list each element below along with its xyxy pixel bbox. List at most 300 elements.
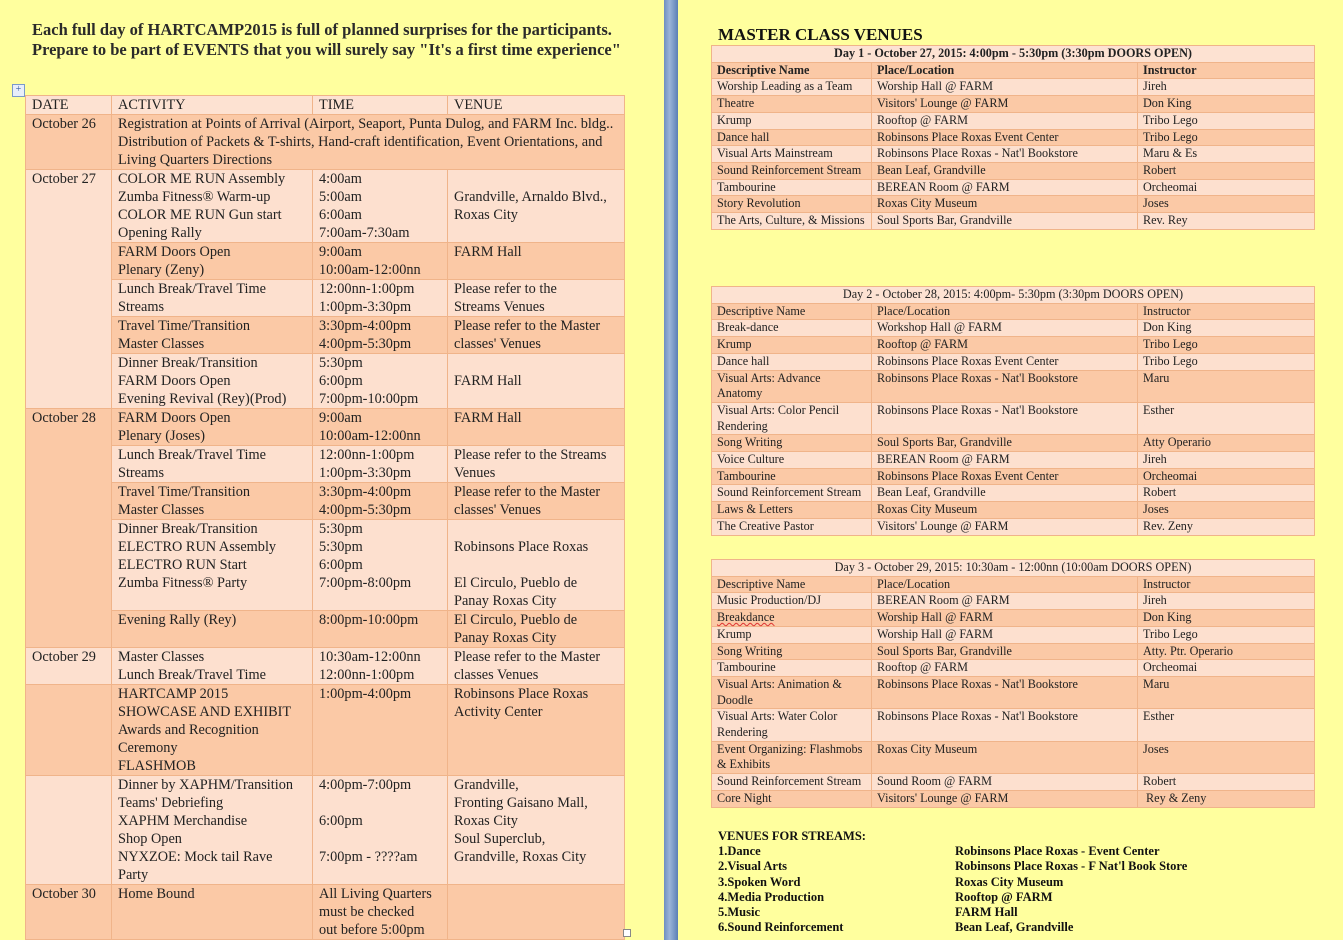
instructor-cell: Tribo Lego (1138, 112, 1315, 129)
date-cell (26, 685, 112, 776)
table-row (712, 626, 1315, 643)
venue-cell (448, 685, 625, 776)
text-line: El Circulo, Pueblo de (454, 575, 578, 591)
text-line: Shop Open (118, 831, 182, 847)
location-cell: BEREAN Room @ FARM (872, 593, 1138, 610)
instructor-cell: Joses (1138, 502, 1315, 519)
location-cell: Workshop Hall @ FARM (872, 320, 1138, 337)
table-row (26, 446, 625, 483)
text-line: El Circulo, Pueblo de (454, 612, 578, 628)
stream-venue: Robinsons Place Roxas - F Nat'l Book Store (955, 859, 1188, 874)
streams-title: VENUES FOR STREAMS: (718, 829, 866, 843)
text-line: Please refer to the (454, 281, 557, 297)
text-line: 5:30pm (319, 521, 363, 537)
text-line: 8:00pm-10:00pm (319, 612, 419, 628)
descriptive-name-cell: Visual Arts: Color Pencil Rendering (712, 402, 872, 434)
day-heading-row (712, 287, 1315, 304)
text-line: 5:30pm (319, 539, 363, 555)
text-line: Grandville, (454, 777, 519, 793)
venue-cell (448, 885, 625, 940)
text-line: Travel Time/Transition (118, 484, 251, 500)
text-line: ELECTRO RUN Assembly (118, 539, 277, 555)
table-row (712, 79, 1315, 96)
descriptive-name-cell: Sound Reinforcement Stream (712, 774, 872, 791)
instructor-cell: Don King (1138, 610, 1315, 627)
day-heading-row (712, 560, 1315, 577)
instructor-cell: Orcheomai (1138, 468, 1315, 485)
table-row (712, 320, 1315, 337)
column-header-row (712, 303, 1315, 320)
descriptive-name-cell: Event Organizing: Flashmobs & Exhibits (712, 741, 872, 773)
descriptive-name-cell: Theatre (712, 96, 872, 113)
location-cell: Roxas City Museum (872, 502, 1138, 519)
text-line: 6:00am (319, 207, 362, 223)
activity-cell (112, 611, 313, 648)
text-line: COLOR ME RUN Gun start (118, 207, 282, 223)
column-header: Descriptive Name (712, 62, 872, 79)
descriptive-name-cell: The Creative Pastor (712, 518, 872, 535)
table-row (26, 115, 625, 170)
time-line: All Living Quarters (319, 886, 432, 902)
location-cell: Bean Leaf, Grandville (872, 485, 1138, 502)
day-heading-row (712, 46, 1315, 63)
instructor-cell: Maru (1138, 676, 1315, 708)
text-line: Fronting Gaisano Mall, (454, 795, 588, 811)
venue-cell (448, 446, 625, 483)
text-line: FARM Doors Open (118, 244, 231, 260)
header-venue: VENUE (448, 96, 625, 115)
text-line: 7:00pm - ????am (319, 849, 418, 865)
master-class-day-table (711, 45, 1315, 230)
table-row (712, 112, 1315, 129)
table-row (712, 213, 1315, 230)
stream-venue: Bean Leaf, Grandville (955, 920, 1074, 935)
table-row (712, 468, 1315, 485)
instructor-cell: Maru (1138, 370, 1315, 402)
text-line (454, 170, 618, 188)
descriptive-name-cell: Krump (712, 112, 872, 129)
time-cell (313, 170, 448, 243)
descriptive-name-cell: Sound Reinforcement Stream (712, 162, 872, 179)
column-header: Descriptive Name (712, 576, 872, 593)
descriptive-name-cell: Song Writing (712, 435, 872, 452)
table-row (712, 643, 1315, 660)
instructor-cell: Atty Operario (1138, 435, 1315, 452)
table-row (26, 243, 625, 280)
table-row (712, 660, 1315, 677)
instructor-cell: Esther (1138, 709, 1315, 741)
descriptive-name-cell: Song Writing (712, 643, 872, 660)
instructor-cell: Don King (1138, 320, 1315, 337)
text-line: Party (118, 867, 149, 883)
location-cell: Robinsons Place Roxas Event Center (872, 129, 1138, 146)
instructor-cell: Rey & Zeny (1138, 790, 1315, 807)
table-row (712, 435, 1315, 452)
text-line: 12:00nn-1:00pm (319, 667, 415, 683)
table-row (712, 593, 1315, 610)
stream-item (718, 844, 1187, 859)
text-line: 9:00am (319, 244, 362, 260)
schedule-table (25, 95, 625, 940)
descriptive-name-cell: Tambourine (712, 468, 872, 485)
instructor-cell: Tribo Lego (1138, 626, 1315, 643)
text-line: 5:00am (319, 189, 362, 205)
time-cell (313, 280, 448, 317)
descriptive-name-cell: Break-dance (712, 320, 872, 337)
descriptive-name-cell: Story Revolution (712, 196, 872, 213)
text-line: Panay Roxas City (454, 630, 557, 646)
activity-cell (112, 280, 313, 317)
text-line: Please refer to the Master (454, 649, 601, 665)
time-cell (313, 483, 448, 520)
activity-cell (112, 409, 313, 446)
time-line: out before 5:00pm (319, 922, 425, 938)
text-line: Dinner by XAPHM/Transition (118, 777, 294, 793)
descriptive-name-cell: Dance hall (712, 129, 872, 146)
text-line: Streams (118, 299, 165, 315)
text-line: 1:00pm-3:30pm (319, 465, 412, 481)
instructor-cell: Orcheomai (1138, 660, 1315, 677)
text-line: classes' Venues (454, 336, 541, 352)
table-row (712, 129, 1315, 146)
column-header: Place/Location (872, 576, 1138, 593)
text-line: XAPHM Merchandise (118, 813, 248, 829)
text-line: SHOWCASE AND EXHIBIT (118, 704, 292, 720)
text-line: Travel Time/Transition (118, 318, 251, 334)
page-divider (664, 0, 678, 940)
location-cell: Robinsons Place Roxas - Nat'l Bookstore (872, 402, 1138, 434)
text-line: Lunch Break/Travel Time (118, 447, 266, 463)
text-line: Lunch Break/Travel Time (118, 281, 266, 297)
location-cell: Roxas City Museum (872, 196, 1138, 213)
instructor-cell: Rev. Rey (1138, 213, 1315, 230)
text-line: Ceremony (118, 740, 178, 756)
text-line: Dinner Break/Transition (118, 355, 258, 371)
table-row (712, 518, 1315, 535)
descriptive-name-cell: Laws & Letters (712, 502, 872, 519)
text-line: 10:30am-12:00nn (319, 649, 421, 665)
stream-item (718, 890, 1187, 905)
instructor-cell: Jireh (1138, 452, 1315, 469)
table-row (712, 402, 1315, 434)
table-row (26, 648, 625, 685)
text-line: FARM Hall (454, 410, 522, 426)
schedule-header-row (26, 96, 625, 115)
venue-cell (448, 611, 625, 648)
text-line: Panay Roxas City (454, 593, 557, 609)
activity-cell (112, 354, 313, 409)
location-cell: Robinsons Place Roxas Event Center (872, 468, 1138, 485)
instructor-cell: Robert (1138, 774, 1315, 791)
table-row (712, 452, 1315, 469)
activity-cell (112, 648, 313, 685)
text-line: Roxas City (454, 813, 518, 829)
time-cell (313, 409, 448, 446)
time-cell (313, 354, 448, 409)
text-line: Please refer to the Streams (454, 447, 607, 463)
location-cell: Rooftop @ FARM (872, 337, 1138, 354)
instructor-cell: Jireh (1138, 79, 1315, 96)
day-heading: Day 3 - October 29, 2015: 10:30am - 12:00nn (10:00am DOORS OPEN) (712, 560, 1315, 577)
table-row (26, 170, 625, 243)
time-cell (313, 685, 448, 776)
text-line: FARM Hall (454, 373, 522, 389)
location-cell: Worship Hall @ FARM (872, 626, 1138, 643)
descriptive-name-cell: Core Night (712, 790, 872, 807)
instructor-cell: Tribo Lego (1138, 353, 1315, 370)
text-line: 6:00pm (319, 813, 363, 829)
stream-name: 3.Spoken Word (718, 874, 801, 889)
location-cell: Robinsons Place Roxas Event Center (872, 353, 1138, 370)
table-row (26, 317, 625, 354)
text-line: 1:00pm-3:30pm (319, 299, 412, 315)
activity-cell: Home Bound (112, 885, 313, 940)
location-cell: BEREAN Room @ FARM (872, 179, 1138, 196)
location-cell: Worship Hall @ FARM (872, 610, 1138, 627)
text-line: FARM Doors Open (118, 410, 231, 426)
venue-cell (448, 354, 625, 409)
text-line (319, 830, 441, 848)
text-line: Zumba Fitness® Warm-up (118, 189, 271, 205)
table-resize-handle[interactable] (623, 929, 631, 937)
text-line: 5:30pm (319, 355, 363, 371)
text-line: Streams (118, 465, 165, 481)
location-cell: Soul Sports Bar, Grandville (872, 435, 1138, 452)
column-header: Instructor (1138, 303, 1315, 320)
text-line: FLASHMOB (118, 758, 196, 774)
text-line: Lunch Break/Travel Time (118, 667, 266, 683)
text-line: Master Classes (118, 502, 205, 518)
text-line: 6:00pm (319, 557, 363, 573)
activity-cell: Registration at Points of Arrival (Airport, Seaport, Punta Dulog, and FARM Inc. bldg.. Distribution of Packets & T-shirts, Hand-craft identification, Event Orientations, and Living Quarters Directions (112, 115, 625, 170)
venues-for-streams (718, 829, 1187, 935)
table-row (712, 162, 1315, 179)
text-line: classes Venues (454, 667, 539, 683)
text-line: FARM Doors Open (118, 373, 231, 389)
table-row (712, 353, 1315, 370)
text-line: 10:00am-12:00nn (319, 262, 421, 278)
stream-name: 5.Music (718, 905, 761, 920)
text-line: FARM Hall (454, 244, 522, 260)
text-line: 7:00pm-8:00pm (319, 575, 412, 591)
text-line (454, 556, 618, 574)
table-row (26, 776, 625, 885)
descriptive-name-cell: Visual Arts: Water Color Rendering (712, 709, 872, 741)
table-row (712, 676, 1315, 708)
header-date: DATE (26, 96, 112, 115)
column-header: Place/Location (872, 62, 1138, 79)
table-row (712, 337, 1315, 354)
table-row (712, 790, 1315, 807)
location-cell: BEREAN Room @ FARM (872, 452, 1138, 469)
instructor-cell: Tribo Lego (1138, 337, 1315, 354)
table-row (712, 370, 1315, 402)
location-cell: Soul Sports Bar, Grandville (872, 643, 1138, 660)
table-move-handle-icon[interactable]: + (12, 84, 25, 97)
text-line: Grandville, Roxas City (454, 849, 587, 865)
header-activity: ACTIVITY (112, 96, 313, 115)
instructor-cell: Don King (1138, 96, 1315, 113)
descriptive-name-cell: Visual Arts: Animation & Doodle (712, 676, 872, 708)
text-line: 6:00pm (319, 373, 363, 389)
table-row (26, 354, 625, 409)
date-cell: October 30 (26, 885, 112, 940)
text-line: Please refer to the Master (454, 318, 601, 334)
text-line: Grandville, Arnaldo Blvd., (454, 189, 607, 205)
venue-cell (448, 776, 625, 885)
streams-list (718, 844, 1187, 935)
stream-item (718, 920, 1187, 935)
instructor-cell: Tribo Lego (1138, 129, 1315, 146)
date-cell: October 27 (26, 170, 112, 409)
time-cell (313, 446, 448, 483)
table-row (26, 611, 625, 648)
right-page (678, 0, 1343, 940)
activity-cell (112, 317, 313, 354)
text-line: Activity Center (454, 704, 543, 720)
text-line: 1:00pm-4:00pm (319, 686, 412, 702)
venue-cell (448, 648, 625, 685)
text-line: 10:00am-12:00nn (319, 428, 421, 444)
descriptive-name-cell: Worship Leading as a Team (712, 79, 872, 96)
text-line (454, 520, 618, 538)
text-line: Evening Revival (Rey)(Prod) (118, 391, 287, 407)
stream-name: 1.Dance (718, 844, 761, 859)
table-row (26, 409, 625, 446)
text-line: Zumba Fitness® Party (118, 575, 248, 591)
location-cell: Robinsons Place Roxas - Nat'l Bookstore (872, 676, 1138, 708)
descriptive-name-cell: Krump (712, 626, 872, 643)
text-line: Evening Rally (Rey) (118, 612, 237, 628)
text-line: Plenary (Zeny) (118, 262, 205, 278)
instructor-cell: Jireh (1138, 593, 1315, 610)
location-cell: Bean Leaf, Grandville (872, 162, 1138, 179)
text-line: 3:30pm-4:00pm (319, 484, 412, 500)
venue-cell (448, 409, 625, 446)
text-line: Master Classes (118, 336, 205, 352)
table-row (712, 485, 1315, 502)
table-row (26, 685, 625, 776)
table-row (26, 280, 625, 317)
location-cell: Robinsons Place Roxas - Nat'l Bookstore (872, 709, 1138, 741)
text-line: 4:00pm-5:30pm (319, 336, 412, 352)
descriptive-name-cell: Visual Arts Mainstream (712, 146, 872, 163)
column-header: Place/Location (872, 303, 1138, 320)
text-line: Teams' Debriefing (118, 795, 224, 811)
stream-item (718, 875, 1187, 890)
column-header: Descriptive Name (712, 303, 872, 320)
text-line: Robinsons Place Roxas (454, 539, 589, 555)
column-header-row (712, 62, 1315, 79)
text-line: Please refer to the Master (454, 484, 601, 500)
text-line: COLOR ME RUN Assembly (118, 171, 286, 187)
stream-item (718, 859, 1187, 874)
location-cell: Rooftop @ FARM (872, 660, 1138, 677)
text-line: 3:30pm-4:00pm (319, 318, 412, 334)
descriptive-name-cell: Dance hall (712, 353, 872, 370)
instructor-cell: Esther (1138, 402, 1315, 434)
text-line: 4:00am (319, 171, 362, 187)
location-cell: Roxas City Museum (872, 741, 1138, 773)
stream-item (718, 905, 1187, 920)
stream-name: 2.Visual Arts (718, 859, 787, 874)
left-page (0, 0, 664, 940)
text-line: 7:00am-7:30am (319, 225, 410, 241)
venue-cell (448, 280, 625, 317)
instructor-cell: Atty. Ptr. Operario (1138, 643, 1315, 660)
table-row (26, 885, 625, 940)
table-row (712, 179, 1315, 196)
stream-venue: Robinsons Place Roxas - Event Center (955, 844, 1160, 859)
location-cell: Visitors' Lounge @ FARM (872, 96, 1138, 113)
location-cell: Robinsons Place Roxas - Nat'l Bookstore (872, 146, 1138, 163)
time-cell (313, 317, 448, 354)
text-line: Roxas City (454, 207, 518, 223)
master-class-day-table (711, 286, 1315, 536)
descriptive-name-cell: Krump (712, 337, 872, 354)
text-line: Venues (454, 465, 496, 481)
text-line: Plenary (Joses) (118, 428, 205, 444)
text-line (454, 354, 618, 372)
activity-cell (112, 520, 313, 611)
column-header: Instructor (1138, 576, 1315, 593)
intro-text: Each full day of HARTCAMP2015 is full of planned surprises for the participants. Prepare to be part of EVENTS that you will surely say "It's a first time experience" (32, 20, 621, 59)
instructor-cell: Rev. Zeny (1138, 518, 1315, 535)
text-line: Awards and Recognition (118, 722, 259, 738)
text-line: Robinsons Place Roxas (454, 686, 589, 702)
text-line: Streams Venues (454, 299, 545, 315)
table-row (712, 146, 1315, 163)
table-row (712, 96, 1315, 113)
venue-cell (448, 483, 625, 520)
activity-cell (112, 685, 313, 776)
venue-cell (448, 317, 625, 354)
table-row (26, 520, 625, 611)
text-line: Master Classes (118, 649, 205, 665)
activity-cell (112, 446, 313, 483)
text-line: 4:00pm-7:00pm (319, 777, 412, 793)
activity-cell (112, 243, 313, 280)
time-cell (313, 885, 448, 940)
text-line: ELECTRO RUN Start (118, 557, 247, 573)
stream-venue: Roxas City Museum (955, 874, 1064, 889)
text-line: 4:00pm-5:30pm (319, 502, 412, 518)
text-line: Opening Rally (118, 225, 202, 241)
instructor-cell: Orcheomai (1138, 179, 1315, 196)
location-cell: Sound Room @ FARM (872, 774, 1138, 791)
activity-cell (112, 776, 313, 885)
instructor-cell: Robert (1138, 162, 1315, 179)
date-cell (26, 776, 112, 885)
text-line: 12:00nn-1:00pm (319, 281, 415, 297)
descriptive-name-cell: Visual Arts: Advance Anatomy (712, 370, 872, 402)
date-cell: October 29 (26, 648, 112, 685)
text-line: 9:00am (319, 410, 362, 426)
table-row (26, 483, 625, 520)
descriptive-name-cell: Voice Culture (712, 452, 872, 469)
table-row (712, 502, 1315, 519)
master-class-title: MASTER CLASS VENUES (718, 25, 923, 44)
header-time: TIME (313, 96, 448, 115)
descriptive-name-cell: Tambourine (712, 179, 872, 196)
location-cell: Soul Sports Bar, Grandville (872, 213, 1138, 230)
time-line: must be checked (319, 904, 415, 920)
stream-name: 4.Media Production (718, 889, 825, 904)
column-header: Instructor (1138, 62, 1315, 79)
text-line: classes' Venues (454, 502, 541, 518)
time-cell (313, 776, 448, 885)
venue-cell (448, 520, 625, 611)
